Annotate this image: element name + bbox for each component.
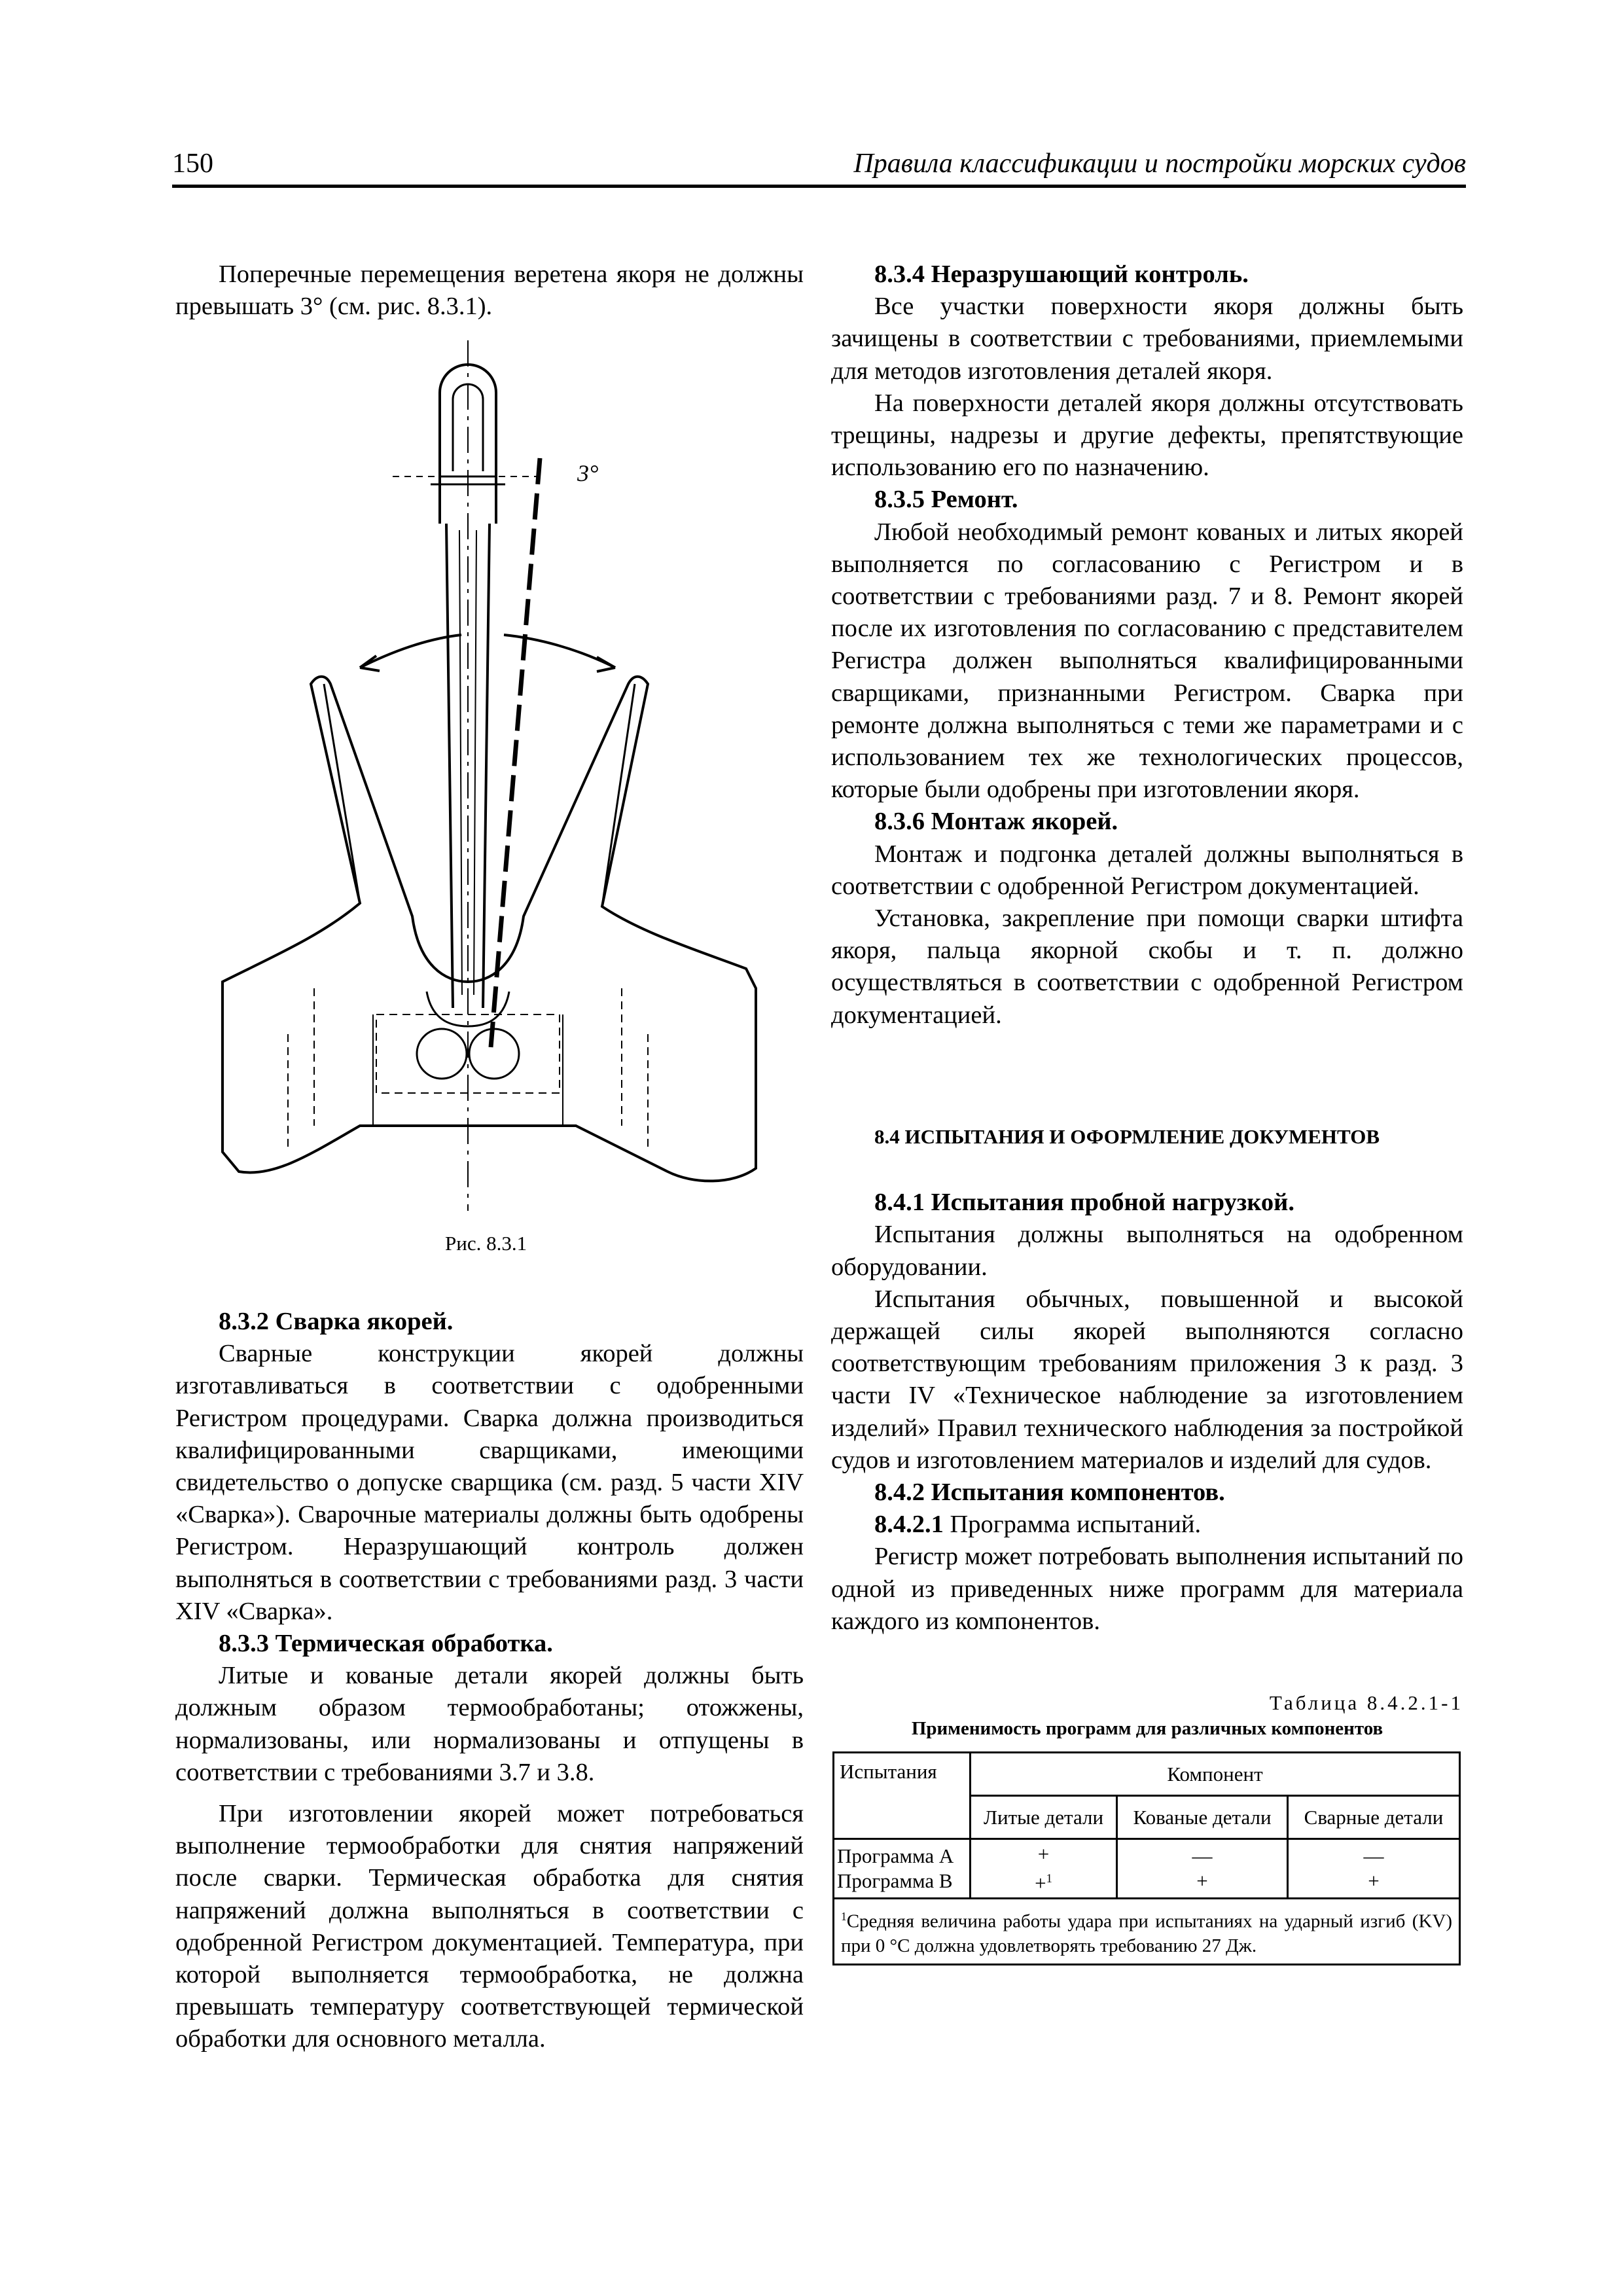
section-8-4-1-text-2: Испытания обычных, повышенной и высокой держащей силы якорей выполняются согласно соответствующим требованиям приложения 3 к разд. 3 части IV «Техническое наблюдение за изготовлением изделий» Правил технического наблюдения за постройкой судов и изготовлением материалов и изделий для судов.: [831, 1285, 1463, 1474]
footnote-mark: 1: [841, 1910, 847, 1923]
header-component: Компонент: [971, 1753, 1460, 1796]
page-header: [172, 145, 1466, 188]
crown-hole-right: [469, 1029, 519, 1079]
section-8-4-title: 8.4 ИСПЫТАНИЯ И ОФОРМЛЕНИЕ ДОКУМЕНТОВ: [874, 1125, 1380, 1148]
header-tests: Испытания: [834, 1753, 971, 1839]
header-forged: Кованые детали: [1117, 1796, 1288, 1839]
section-8-3-5-title: 8.3.5 Ремонт.: [874, 486, 1018, 514]
program-a-welded: —: [1363, 1844, 1384, 1867]
program-a-name: Программа А: [837, 1844, 954, 1867]
section-8-3-2-title: 8.3.2 Сварка якорей.: [219, 1308, 454, 1335]
section-8-3-4-title: 8.3.4 Неразрушающий контроль.: [874, 260, 1249, 288]
running-title: Правила классификации и постройки морских судов: [853, 149, 1466, 179]
rotation-arc-left: [360, 635, 461, 668]
table-number: Таблица 8.4.2.1-1: [1269, 1691, 1463, 1714]
section-8-3-5-text: Любой необходимый ремонт кованых и литых якорей выполняется по согласованию с Регистром и в соответствии с требованиями разд. 7 и 8. Ремонт якорей после их изготовления по согласованию с представителем Регистра должен выполняться квалифицированными сварщиками, признанными Регистром. Сварка при ремонте должна выполняться с теми же параметрами и с использованием тех же технологических процессов, которые были одобрены при изготовлении якоря.: [831, 518, 1463, 804]
program-b-cast: +: [1035, 1871, 1046, 1895]
program-b-name: Программа В: [837, 1869, 953, 1892]
page-number: 150: [172, 149, 213, 179]
footnote-text: Средняя величина работы удара при испытаниях на ударный изгиб (KV) при 0 °С должна удовлетворять требованию 27 Дж.: [841, 1910, 1452, 1956]
section-8-4-1-text-1: Испытания должны выполняться на одобренном оборудовании.: [831, 1221, 1463, 1281]
components-table: [832, 1751, 1461, 1965]
section-8-3-3-title: 8.3.3 Термическая обработка.: [219, 1630, 553, 1658]
section-8-4-2-title: 8.4.2 Испытания компонентов.: [874, 1479, 1225, 1507]
program-b-cast-footnote-ref: 1: [1046, 1871, 1052, 1886]
program-a-forged: —: [1192, 1844, 1213, 1867]
section-8-3-6-title: 8.3.6 Монтаж якорей.: [874, 808, 1118, 836]
table-footnote: [834, 1899, 1460, 1965]
right-text-block-top: [831, 259, 1463, 1031]
section-8-4-1-title: 8.4.1 Испытания пробной нагрузкой.: [874, 1189, 1294, 1217]
section-8-4-2-1-title: Программа испытаний.: [943, 1511, 1202, 1539]
section-8-3-2-text: Сварные конструкции якорей должны изготавливаться в соответствии с одобренными Регистром процедурами. Сварка должна производиться квалифицированными сварщиками, имеющими свидетельство о допуске сварщика (см. разд. 5 части XIV «Сварка»). Сварочные материалы должны быть одобрены Регистром. Неразрушающий контроль должен выполняться в соответствии с требованиями разд. 3 части XIV «Сварка».: [175, 1340, 804, 1625]
figure-caption: Рис. 8.3.1: [445, 1232, 527, 1255]
crown-hole-left: [417, 1029, 467, 1079]
intro-paragraph: Поперечные перемещения веретена якоря не должны превышать 3° (см. рис. 8.3.1).: [175, 260, 804, 321]
header-cast: Литые детали: [971, 1796, 1117, 1839]
table-footnote-row: [834, 1899, 1460, 1965]
section-8-4-2-1-number: 8.4.2.1: [874, 1511, 944, 1539]
anchor-body: [223, 677, 756, 1181]
program-a-cast: +: [1037, 1842, 1050, 1865]
intro-block: [175, 259, 804, 323]
section-8-3-4-text-2: На поверхности деталей якоря должны отсутствовать трещины, надрезы и другие дефекты, препятствующие использованию его по назначению.: [831, 389, 1463, 482]
anchor-figure: [196, 340, 785, 1217]
program-b-welded: +: [1368, 1869, 1380, 1892]
section-8-4-2-1-heading: [831, 1509, 1463, 1541]
section-8-3-3-text-2: При изготовлении якорей может потребоваться выполнение термообработки для снятия напряжений после сварки. Термическая обработка для снятия напряжений должна выполняться в соответствии с одобренной Регистром документацией. Температура, при которой выполняется термообработка, не должна превышать температуру соответствующей термической обработки для основного металла.: [175, 1800, 804, 2053]
section-8-4-2-1-text: Регистр может потребовать выполнения испытаний по одной из приведенных ниже программ для материала каждого из компонентов.: [831, 1543, 1463, 1635]
table-row: [834, 1839, 1460, 1899]
tilted-shank-line: [491, 458, 540, 1047]
program-b-cast-cell: [976, 1867, 1111, 1895]
section-8-3-6-text-2: Установка, закрепление при помощи сварки штифта якоря, пальца якорной скобы и т. п. должно осуществляться в соответствии с одобренной Регистром документацией.: [831, 905, 1463, 1029]
rotation-arc-right: [504, 635, 615, 668]
section-8-3-3-text-1: Литые и кованые детали якорей должны быть должным образом термообработаны; отожжены, нормализованы, или нормализованы и отпущены в соответствии с требованиями 3.7 и 3.8.: [175, 1662, 804, 1786]
table-title: Применимость программ для различных компонентов: [911, 1718, 1383, 1739]
left-text-block: [175, 1306, 804, 2056]
angle-label: 3°: [577, 460, 599, 486]
program-names: [834, 1839, 971, 1899]
forged-cells: [1117, 1839, 1288, 1899]
program-b-forged: +: [1196, 1869, 1208, 1892]
welded-cells: [1287, 1839, 1459, 1899]
cast-cells: [971, 1839, 1117, 1899]
section-8-3-6-text-1: Монтаж и подгонка деталей должны выполняться в соответствии с одобренной Регистром документацией.: [831, 840, 1463, 900]
right-text-block-bottom: [831, 1121, 1463, 1638]
header-welded: Сварные детали: [1287, 1796, 1459, 1839]
section-8-3-4-text-1: Все участки поверхности якоря должны быть зачищены в соответствии с требованиями, приемлемыми для методов изготовления деталей якоря.: [831, 293, 1463, 385]
table-header-row-1: [834, 1753, 1460, 1796]
